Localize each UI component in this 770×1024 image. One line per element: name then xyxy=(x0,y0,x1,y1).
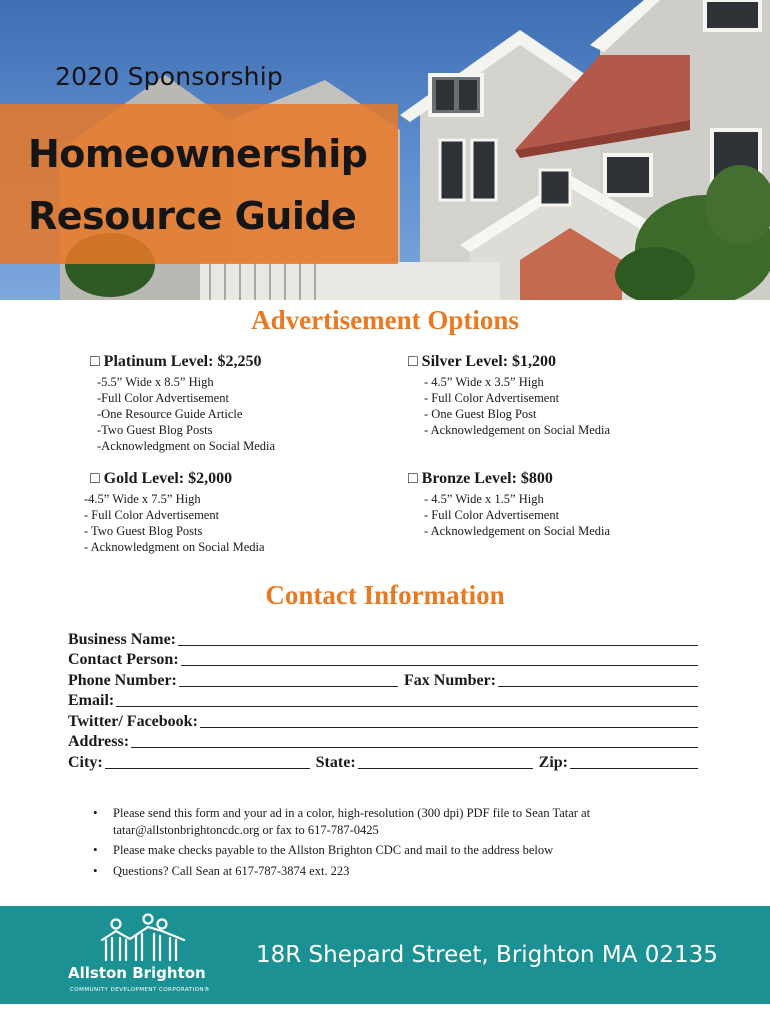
contact-person-row xyxy=(68,649,698,670)
advertisement-options-heading: Advertisement Options xyxy=(251,305,519,335)
list-item xyxy=(93,805,653,838)
silver-level-label: Silver Level: $1,200 xyxy=(421,353,557,370)
silver-level-heading xyxy=(408,353,610,371)
feature-item: - Full Color Advertisement xyxy=(424,508,560,522)
guide-title-line-2: Resource Guide xyxy=(28,194,357,238)
bronze-level xyxy=(408,470,610,539)
platinum-level-heading xyxy=(90,353,275,371)
address-row xyxy=(68,731,698,752)
phone-fax-row xyxy=(68,669,698,690)
silver-level xyxy=(408,353,610,438)
feature-item: - Full Color Advertisement xyxy=(84,508,220,522)
feature-item: - One Guest Blog Post xyxy=(424,407,537,421)
sponsorship-subtitle: 2020 Sponsorship xyxy=(55,62,283,91)
phone-number-field[interactable] xyxy=(179,673,398,687)
instruction-checks: Please make checks payable to the Allston Brighton CDC and mail to the address below xyxy=(113,843,554,857)
silver-checkbox[interactable]: □ xyxy=(408,353,418,370)
mailing-address: 18R Shepard Street, Brighton MA 02135 xyxy=(256,942,718,968)
bronze-checkbox[interactable]: □ xyxy=(408,470,418,487)
org-name: Allston Brighton xyxy=(68,964,206,982)
email-row xyxy=(68,690,698,711)
feature-item: -Two Guest Blog Posts xyxy=(97,423,213,437)
silver-features xyxy=(424,374,610,438)
contact-form xyxy=(68,628,698,772)
bullet-icon: • xyxy=(93,805,98,820)
feature-item: -5.5” Wide x 8.5” High xyxy=(97,375,214,389)
gold-level xyxy=(84,470,265,555)
zip-field[interactable] xyxy=(570,755,698,769)
business-name-label: Business Name: xyxy=(68,630,177,648)
platinum-level-label: Platinum Level: $2,250 xyxy=(103,353,262,370)
bronze-level-heading xyxy=(408,470,610,488)
fax-number-field[interactable] xyxy=(498,673,698,687)
feature-item: - Acknowledgment on Social Media xyxy=(84,540,265,554)
platinum-features xyxy=(97,374,275,454)
gold-level-label: Gold Level: $2,000 xyxy=(103,470,233,487)
feature-item: - Two Guest Blog Posts xyxy=(84,524,203,538)
fax-number-label: Fax Number: xyxy=(404,671,496,689)
email-field[interactable] xyxy=(116,693,698,707)
footer-banner xyxy=(0,906,770,1004)
contact-information-heading: Contact Information xyxy=(265,580,505,610)
feature-item: -Full Color Advertisement xyxy=(97,391,229,405)
feature-item: -Acknowledgment on Social Media xyxy=(97,439,276,453)
feature-item: - Acknowledgement on Social Media xyxy=(424,524,611,538)
zip-label: Zip: xyxy=(538,753,568,771)
gold-level-heading xyxy=(90,470,265,488)
gold-features xyxy=(84,491,265,555)
feature-item: -One Resource Guide Article xyxy=(97,407,243,421)
feature-item: - Acknowledgement on Social Media xyxy=(424,423,611,437)
feature-item: - 4.5” Wide x 3.5” High xyxy=(424,375,544,389)
feature-item: -4.5” Wide x 7.5” High xyxy=(84,492,201,506)
twitter-facebook-row xyxy=(68,710,698,731)
feature-item: - 4.5” Wide x 1.5” High xyxy=(424,492,544,506)
email-label: Email: xyxy=(68,692,115,709)
bullet-icon: • xyxy=(93,842,98,857)
city-label: City: xyxy=(68,753,103,771)
list-item xyxy=(93,842,653,859)
business-name-field[interactable] xyxy=(178,632,698,646)
business-name-row xyxy=(68,628,698,649)
title-box xyxy=(0,104,398,264)
hero-banner xyxy=(0,0,770,300)
twitter-facebook-field[interactable] xyxy=(200,714,698,728)
state-label: State: xyxy=(315,753,356,771)
instruction-questions: Questions? Call Sean at 617-787-3874 ext. 223 xyxy=(113,863,350,878)
bronze-level-label: Bronze Level: $800 xyxy=(421,470,553,487)
city-field[interactable] xyxy=(105,755,310,769)
city-state-zip-row xyxy=(68,751,698,772)
address-label: Address: xyxy=(68,733,130,750)
org-subtitle: COMMUNITY DEVELOPMENT CORPORATION® xyxy=(70,987,211,993)
platinum-checkbox[interactable]: □ xyxy=(90,353,100,370)
state-field[interactable] xyxy=(358,755,533,769)
platinum-level xyxy=(90,353,275,454)
feature-item: - Full Color Advertisement xyxy=(424,391,560,405)
phone-number-label: Phone Number: xyxy=(68,671,177,689)
bullet-icon: • xyxy=(93,862,98,878)
instruction-send-form: Please send this form and your ad in a color, high-resolution (300 dpi) PDF file to Sean Tatar at tatar@allstonbrightoncdc.org or fax to 617-787-0425 xyxy=(113,806,591,837)
contact-person-field[interactable] xyxy=(181,652,698,666)
list-item xyxy=(93,863,653,880)
gold-checkbox[interactable]: □ xyxy=(90,470,100,487)
instructions-list xyxy=(93,805,653,883)
contact-person-label: Contact Person: xyxy=(68,651,179,668)
address-field[interactable] xyxy=(131,734,698,748)
guide-title-line-1: Homeownership xyxy=(28,132,368,176)
twitter-facebook-label: Twitter/ Facebook: xyxy=(68,712,198,730)
bronze-features xyxy=(424,491,610,539)
